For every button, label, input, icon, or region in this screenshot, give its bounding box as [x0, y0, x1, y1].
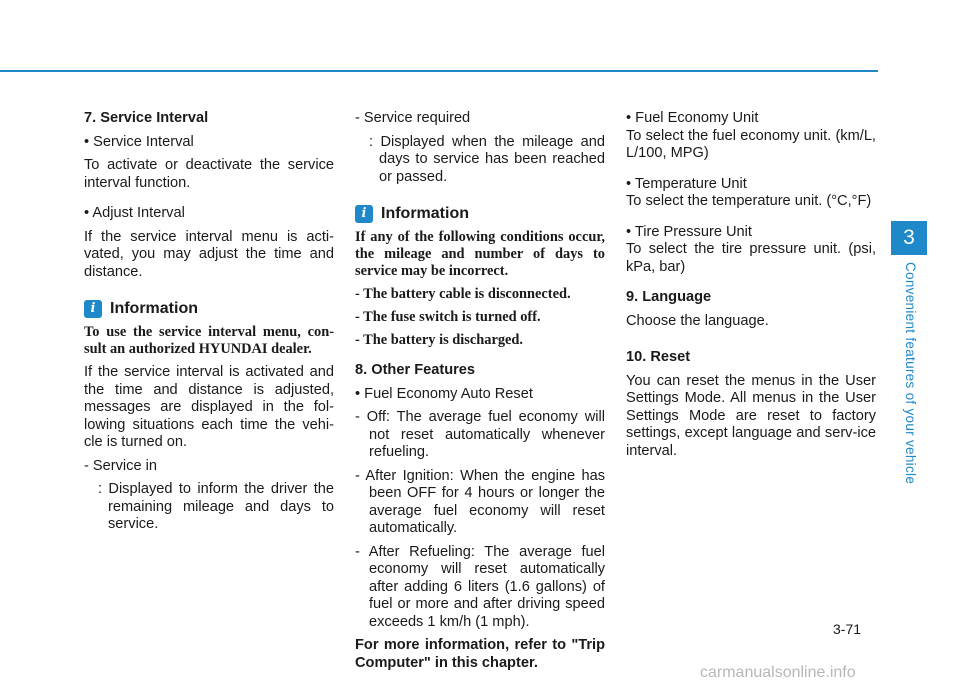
- column-1: [84, 110, 334, 540]
- information-text: If any of the following conditions occur, the mileage and number of days to service may be incorrect.: [355, 229, 605, 279]
- bullet-adjust-interval: • Adjust Interval: [84, 205, 185, 221]
- paragraph: Choose the language.: [626, 312, 769, 329]
- condition-item: - The battery is discharged.: [355, 332, 524, 348]
- reference-note: For more information, refer to "Trip Computer" in this chapter.: [355, 637, 605, 671]
- list-item: - After Ignition: When the engine has been OFF for 4 hours or longer the average fuel economy will reset automatically.: [355, 467, 605, 536]
- bullet-fuel-economy-unit: • Fuel Economy Unit: [626, 110, 759, 126]
- list-item-description: : Displayed when the mileage and days to service has been reached or passed.: [369, 133, 605, 185]
- paragraph: If the service interval is activated and the time and distance is adjusted, messages are displayed in the fol-lowing situations each time the vehi-cle is turned on.: [84, 364, 334, 450]
- condition-item: - The fuse switch is turned off.: [355, 309, 541, 325]
- bullet-fuel-economy-auto-reset: • Fuel Economy Auto Reset: [355, 385, 533, 402]
- paragraph: To select the fuel economy unit. (km/L, L/100, MPG): [626, 127, 876, 161]
- list-item: - Off: The average fuel economy will not reset automatically whenever refueling.: [355, 409, 605, 460]
- bullet-temperature-unit: • Temperature Unit: [626, 175, 747, 192]
- list-item: - After Refueling: The average fuel economy will reset automatically after adding 6 liters (1.6 gallons) of fuel or more and after driving speed exceeds 1 km/h (1 mph).: [355, 543, 605, 630]
- info-icon: i: [84, 300, 102, 318]
- top-rule: [0, 70, 878, 72]
- information-heading: [84, 300, 334, 318]
- watermark: carmanualsonline.info: [700, 664, 856, 681]
- paragraph: To select the tire pressure unit. (psi, kPa, bar): [626, 241, 876, 275]
- information-heading: [355, 205, 605, 223]
- page-number: 3-71: [833, 621, 862, 637]
- chapter-number-tab: 3: [891, 221, 927, 255]
- condition-item: - The battery cable is disconnected.: [355, 286, 571, 302]
- list-item: - Service required: [355, 110, 471, 126]
- list-item: - Service in: [84, 457, 157, 474]
- paragraph: To activate or deactivate the service interval function.: [84, 157, 334, 191]
- information-text: To use the service interval menu, con-sult an authorized HYUNDAI dealer.: [84, 324, 334, 357]
- bullet-service-interval: • Service Interval: [84, 133, 194, 150]
- chapter-title: Convenient features of your vehicle: [903, 262, 918, 485]
- paragraph: If the service interval menu is acti-vated, you may adjust the time and distance.: [84, 228, 334, 280]
- information-title: Information: [381, 205, 469, 223]
- column-3: [626, 110, 876, 466]
- section-heading-language: 9. Language: [626, 289, 712, 305]
- list-item-description: : Displayed to inform the driver the remaining mileage and days to service.: [98, 481, 334, 532]
- paragraph: To select the temperature unit. (°C,°F): [626, 193, 872, 209]
- section-heading-reset: 10. Reset: [626, 349, 691, 365]
- paragraph: You can reset the menus in the User Settings Mode. All menus in the User Settings Mode are reset to factory settings, except language and serv-ice interval.: [626, 372, 876, 459]
- information-title: Information: [110, 300, 198, 318]
- section-heading-other-features: 8. Other Features: [355, 362, 476, 378]
- section-heading-service-interval: 7. Service Interval: [84, 110, 209, 126]
- info-icon: i: [355, 205, 373, 223]
- bullet-tire-pressure-unit: • Tire Pressure Unit: [626, 223, 752, 240]
- column-2: [355, 110, 605, 678]
